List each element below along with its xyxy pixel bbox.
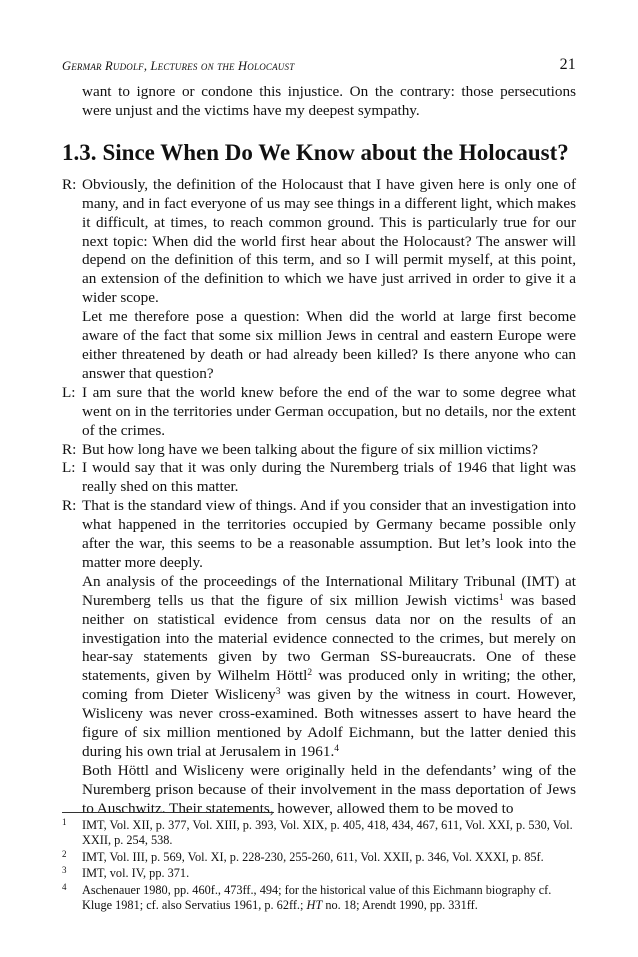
final-paragraph: Both Höttl and Wisliceny were originally held in the defendants’ wing of the Nuremberg prison because of their involvement in the mass deportation of Jews to Auschwitz. Their statements, however, allowed them to be moved to [82,761,576,817]
footnotes [62,818,576,914]
footnote-ref[interactable]: 1 [498,592,504,603]
speaker-label: L: [62,383,76,401]
dialogue-turn [62,441,576,460]
speaker-label: R: [62,175,77,193]
speaker-label: R: [62,440,77,458]
section-heading [62,139,576,167]
intro-paragraph: want to ignore or condone this injustice. On the contrary: those persecutions were unjust and the victims have my deepest sympathy. [82,83,576,119]
section-title: Since When Do We Know about the Holocaust? [102,139,569,165]
analysis-text: was produced only in writing; the other, coming from Dieter Wisliceny [82,667,576,704]
footnote-ref[interactable]: 3 [275,687,281,698]
journal-abbrev: HT [306,898,323,913]
dialogue-turn [62,176,576,384]
analysis-paragraph [62,573,576,762]
footnote-number: 1 [62,817,67,827]
running-title: Germar Rudolf, Lectures on the Holocaust [62,59,295,73]
footnote [62,883,576,914]
dialogue-paragraph: I would say that it was only during the Nuremberg trials of 1946 that light was really shed on this matter. [82,459,576,496]
analysis-text: was based neither on statistical evidence from census data nor on the results of an investigation into the material evidence connected to the crimes, but merely on hear-say statements given by two German SS-bureaucrats. One of these statements, given by Wilhelm Höttl [82,591,577,685]
footnote-ref[interactable]: 4 [334,743,339,754]
footnote-divider [62,812,274,813]
dialogue-paragraph: That is the standard view of things. And if you consider that an investigation into what happened in the territories occupied by Germany became possible only after the war, this seems to be a reasonable assumption. But let’s look into the matter more deeply. [82,497,576,571]
footnote-text-part: no. 18; Arendt 1990, pp. 331ff. [322,898,478,913]
dialogue-paragraph: But how long have we been talking about the figure of six million victims? [82,440,538,458]
dialogue-paragraph: Let me therefore pose a question: When did the world at large first become aware of the fact that some six million Jews in central and eastern Europe were either threatened by death or had already been killed? Is there anyone who can answer that question? [82,308,576,382]
footnote [62,850,576,865]
footnote-text: IMT, Vol. XII, p. 377, Vol. XIII, p. 393, Vol. XIX, p. 405, 418, 434, 467, 611, Vol. XXI, p. 530, Vol. XXII, p. 254, 538. [82,818,573,848]
footnote-number: 3 [62,865,67,876]
dialogue-turn [62,497,576,573]
dialogue-paragraph: Obviously, the definition of the Holocaust that I have given here is only one of many, and in fact everyone of us may see things in a different light, which makes it difficult, at times, to reach common ground. This is particularly true for our next topic: When did the world first hear about the Holocaust? The answer will depend on the definition of this term, and so I will permit myself, at this point, an extension of the definition to which we have just arrived in order to give it a wider scope. [82,175,576,307]
dialogue-turn [62,459,576,497]
footnote-ref[interactable]: 2 [307,668,313,679]
page-number: 21 [559,56,576,73]
footnote [62,866,576,881]
footnote-number: 4 [62,881,67,892]
footnote-text [82,883,551,912]
section-number: 1.3. [62,139,97,165]
analysis-text: was given by the witness in court. However, Wisliceny was never cross-examined. Both witnesses assert to have heard the figure of six million mentioned by Adolf Eichmann, but the latter denied this during his own trial at Jerusalem in 1961. [82,686,576,760]
speaker-label: L: [62,459,76,477]
dialogue-paragraph: I am sure that the world knew before the end of the war to some degree what went on in the territories under German occupation, but no details, nor the extent of the crimes. [82,383,576,439]
speaker-label: R: [62,497,77,515]
main-text [62,83,576,819]
footnote-number: 2 [62,848,67,859]
footnote-text: IMT, vol. IV, pp. 371. [82,866,190,881]
footnote [62,818,576,849]
footnote-text: IMT, Vol. III, p. 569, Vol. XI, p. 228-230, 255-260, 611, Vol. XXII, p. 346, Vol. XXXI, p. 85f. [82,849,544,864]
dialogue-turn [62,384,576,441]
footnote-text-part: Aschenauer 1980, pp. 460f., 473ff., 494; for the historical value of this Eichmann biography cf. Kluge 1981; cf. also Servatius 1961, p. 62ff.; [82,882,552,913]
analysis-text: An analysis of the proceedings of the International Military Tribunal (IMT) at Nuremberg tells us that the figure of six million Jewish victims [82,572,576,609]
running-header [62,56,576,78]
